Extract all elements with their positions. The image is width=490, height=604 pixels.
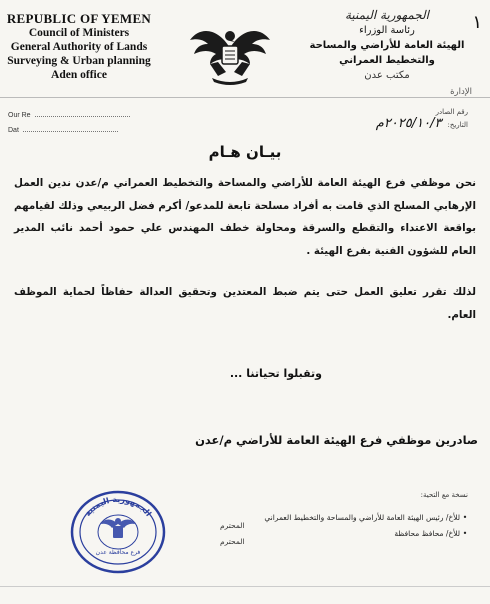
official-stamp-icon [68,488,168,576]
letterhead-office: Aden office [51,69,107,81]
bullet-icon: • [462,529,468,538]
bullet-icon: • [462,513,468,522]
closing-line: وتقبلوا تحياتنا ... [229,367,322,380]
signature-line: صادرين موظفي فرع الهيئة العامة للأراضي م/عدن [195,433,478,447]
cc-item-text: للأخ/ محافظ محافظة [394,529,460,538]
footer-divider [0,586,490,587]
letterhead-country: REPUBLIC OF YEMEN [6,11,152,26]
cc-list [230,510,470,542]
ar-date-label: التاريخ: [447,121,468,129]
english-letterhead [4,12,154,82]
letterhead-council: Council of Ministers [28,27,130,39]
header-divider [0,97,490,98]
letterhead-ar-authority: الهيئة العامة للأراضي والمساحة والتخطيط العمراني [309,40,465,66]
letterhead-ar-office: مكتب عدن [364,70,410,81]
cc-item [230,510,470,526]
cc-title: نسخة مع التحية: [420,491,468,499]
body-paragraph-2: لذلك تقرر تعليق العمل حتى يتم ضبط المعتدين وتحقيق العدالة حفاظاً لحماية الموظف العام. [14,286,476,321]
document-title: بيـان هـام [208,143,282,161]
stamp-inner-text: فرع محافظة عدن [95,549,141,556]
body-paragraph-1: نحن موظفي فرع الهيئة العامة للأراضي والمساحة والتخطيط العمراني م/عدن ندين العمل الإرهابي المسلح الذي قامت به أفراد مسلحة تابعة للمدعو/ أكرم فضل الربيعي وذلك لقيامهم بواقعة الاعتداء والتقطع والسرقة ومحاولة خطف المهندس علي حمود أحمد نائب المدير العام للشؤون الفنية بفرع الهيئة . [14,177,476,257]
cc-item [230,526,470,542]
ar-ref-label: رقم الصادر [435,108,468,116]
date-line [23,131,118,132]
cc-respect: المحترم [220,521,245,530]
yemen-eagle-emblem-icon [188,18,272,88]
corner-number: ١ [472,12,482,33]
english-reference [8,108,130,138]
letterhead-ar-country: الجمهورية اليمنية [344,8,429,22]
cc-respect-column [220,518,245,550]
letterhead-authority: General Authority of Lands [10,41,148,53]
cc-respect: المحترم [220,537,245,546]
our-ref-label: Our Re [8,112,31,119]
date-label: Dat [8,127,19,134]
arabic-letterhead [302,8,472,100]
stamp-outer-text: الجمهورية اليمنية [83,494,153,519]
our-ref-line [35,116,130,117]
cc-item-text: للأخ/ رئيس الهيئة العامة للأراضي والمساحة والتخطيط العمراني [264,513,460,522]
date-value: ٢٠٢٥/١٠/٣م [375,116,442,131]
letterhead-department: Surveying & Urban planning [7,55,151,67]
arabic-reference [376,106,468,131]
letterhead-ar-council: رئاسة الوزراء [359,25,415,36]
letterhead-ar-department: الإدارة [450,87,472,97]
